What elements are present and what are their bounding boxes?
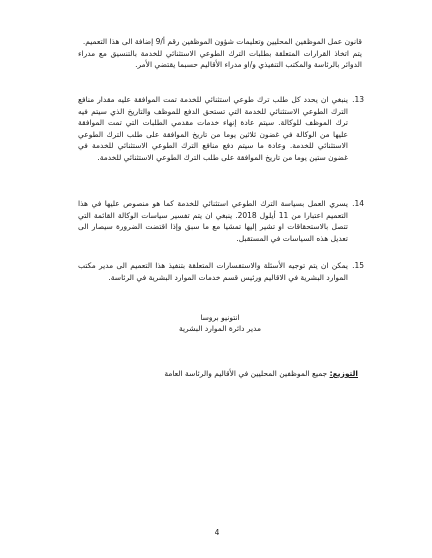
numbered-paragraph-15	[78, 260, 362, 283]
distribution-label: التوزيع:	[329, 369, 358, 378]
paragraph-text: يسري العمل بسياسة الترك الطوعي استثنائي للخدمة كما هو منصوص عليها في هذا التعميم اعتبارا من 11 أيلول 2018. ينبغي ان يتم تفسير سياسات الوكالة القائمة التي تتصل بالاستحقاقات او تشير إليها تمشيا مع ما سبق وإذا اقتضت الضرورة سيصار الى تعديل هذه السياسات في المستقبل.	[78, 199, 348, 243]
paragraph-number: .15	[352, 261, 364, 270]
paragraph-text: ينبغي ان يحدد كل طلب ترك طوعي استثنائي للخدمة تمت الموافقة عليه مقدار منافع الترك الطوعي الاستثنائي للخدمة التي تستحق الدفع للموظف والتاريخ الذي سيتم فيه ترك الموظف للوكالة. سيتم عادة إنهاء خدمات مقدمي الطلبات التي تمت الموافقة عليها من الوكالة في غضون ثلاثين يوما من تاريخ الموافقة على طلب الترك الطوعي الاستثنائي للخدمة. وعادة ما سيتم دفع منافع الترك الطوعي الاستثنائي للخدمة في غضون ستين يوما من تاريخ الموافقة على طلب الترك الطوعي الاستثنائي للخدمة.	[78, 95, 348, 162]
page-number: 4	[214, 528, 220, 537]
numbered-paragraph-14	[78, 198, 362, 244]
signatory-name: انتونيو بروسا	[200, 313, 240, 322]
paragraph-number: .13	[352, 95, 364, 104]
intro-line-2: يتم اتخاذ القرارات المتعلقة بطلبات الترك الطوعي الاستثنائي للخدمة بالتنسيق مع مدراء الدوائر بالرئاسة والمكتب التنفيذي و/او مدراء الأقاليم حسبما يقتضي الأمر.	[78, 48, 362, 69]
intro-paragraph	[78, 36, 362, 71]
numbered-paragraph-13	[78, 94, 362, 163]
intro-line-1: قانون عمل الموظفين المحليين وتعليمات شؤون الموظفين رقم أ/9 إضافة الى هذا التعميم.	[82, 37, 362, 46]
paragraph-number: .14	[352, 199, 364, 208]
paragraph-text: يمكن ان يتم توجيه الأسئلة والاستفسارات المتعلقة بتنفيذ هذا التعميم الى مدير مكتب الموارد البشرية في الاقاليم ورئيس قسم خدمات الموارد البشرية في الرئاسة.	[78, 261, 348, 282]
signature-block	[165, 312, 275, 334]
signatory-title: مدير دائرة الموارد البشرية	[178, 324, 262, 333]
distribution-line	[120, 368, 358, 379]
distribution-text: جميع الموظفين المحليين في الأقاليم والرئاسة العامة	[164, 369, 328, 378]
